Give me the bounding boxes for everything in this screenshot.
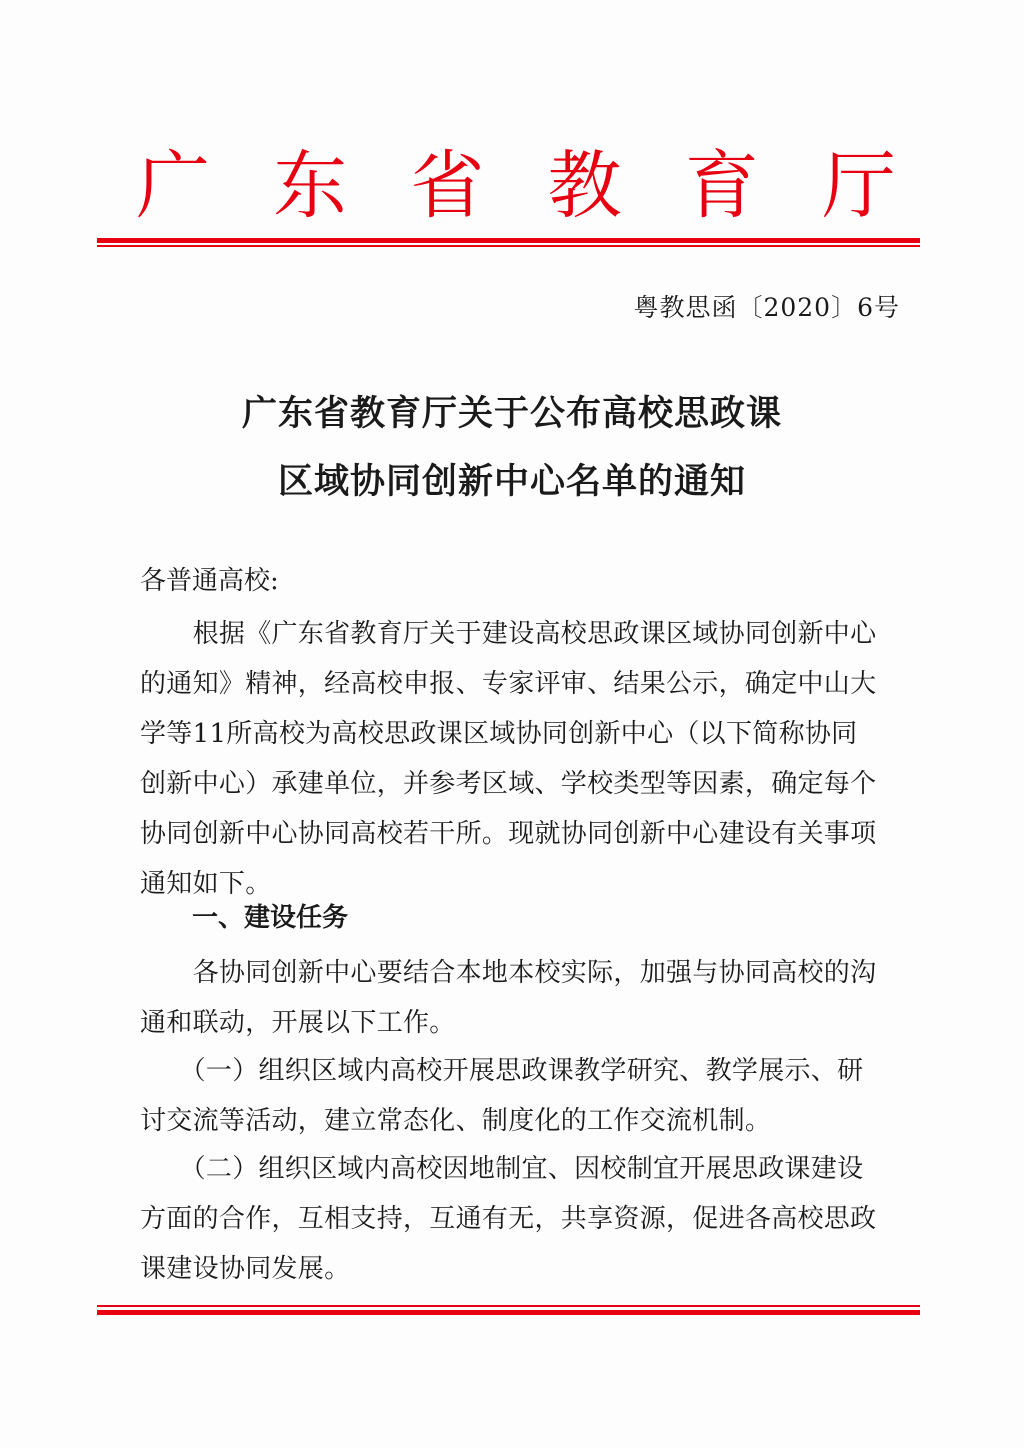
paragraph-line: 通和联动，开展以下工作。 [140,1008,456,1038]
intro-paragraph [140,609,902,909]
section-heading-construction-tasks: 一、建设任务 [192,903,349,933]
masthead-char: 教 [547,143,622,229]
paragraph-line: 的通知》精神，经高校申报、专家评审、结果公示，确定中山大 [140,669,877,699]
paragraph-line: （二）组织区域内高校因地制宜、因校制宜开展思政课建设 [140,1154,864,1184]
document-title-line-2: 区域协同创新中心名单的通知 [277,462,746,502]
paragraph-line: （一）组织区域内高校开展思政课教学研究、教学展示、研 [140,1056,864,1086]
masthead-char: 东 [273,143,348,229]
masthead-char: 厅 [821,143,896,229]
paragraph-line: 各协同创新中心要结合本地本校实际，加强与协同高校的沟 [140,958,877,988]
paragraph-line: 学等11所高校为高校思政课区域协同创新中心（以下简称协同 [140,719,858,749]
masthead-organization-name [136,138,896,234]
task-item-1 [140,1046,902,1146]
masthead-char: 育 [684,143,759,229]
footer-red-rule-thick [97,1310,920,1315]
document-title-line-1: 广东省教育厅关于公布高校思政课 [241,394,782,434]
task-item-2 [140,1144,902,1294]
paragraph-line: 根据《广东省教育厅关于建设高校思政课区域协同创新中心 [140,619,877,649]
masthead-char: 广 [136,143,210,229]
paragraph-line: 协同创新中心协同高校若干所。现就协同创新中心建设有关事项 [140,819,877,849]
header-red-rule-thick [97,238,920,243]
masthead-char: 省 [410,143,485,229]
paragraph-line: 讨交流等活动，建立常态化、制度化的工作交流机制。 [140,1106,772,1136]
paragraph-line: 方面的合作，互相支持，互通有无，共享资源，促进各高校思政 [140,1204,877,1234]
paragraph-line: 创新中心）承建单位，并参考区域、学校类型等因素，确定每个 [140,769,877,799]
salutation: 各普通高校: [140,566,279,596]
footer-red-rule-thin [97,1305,920,1307]
paragraph-line: 通知如下。 [140,869,272,899]
paragraph-line: 课建设协同发展。 [140,1254,351,1284]
header-red-rule-thin [97,245,920,247]
section1-intro-paragraph [140,948,902,1048]
document-number: 粤教思函〔2020〕6号 [633,293,900,322]
